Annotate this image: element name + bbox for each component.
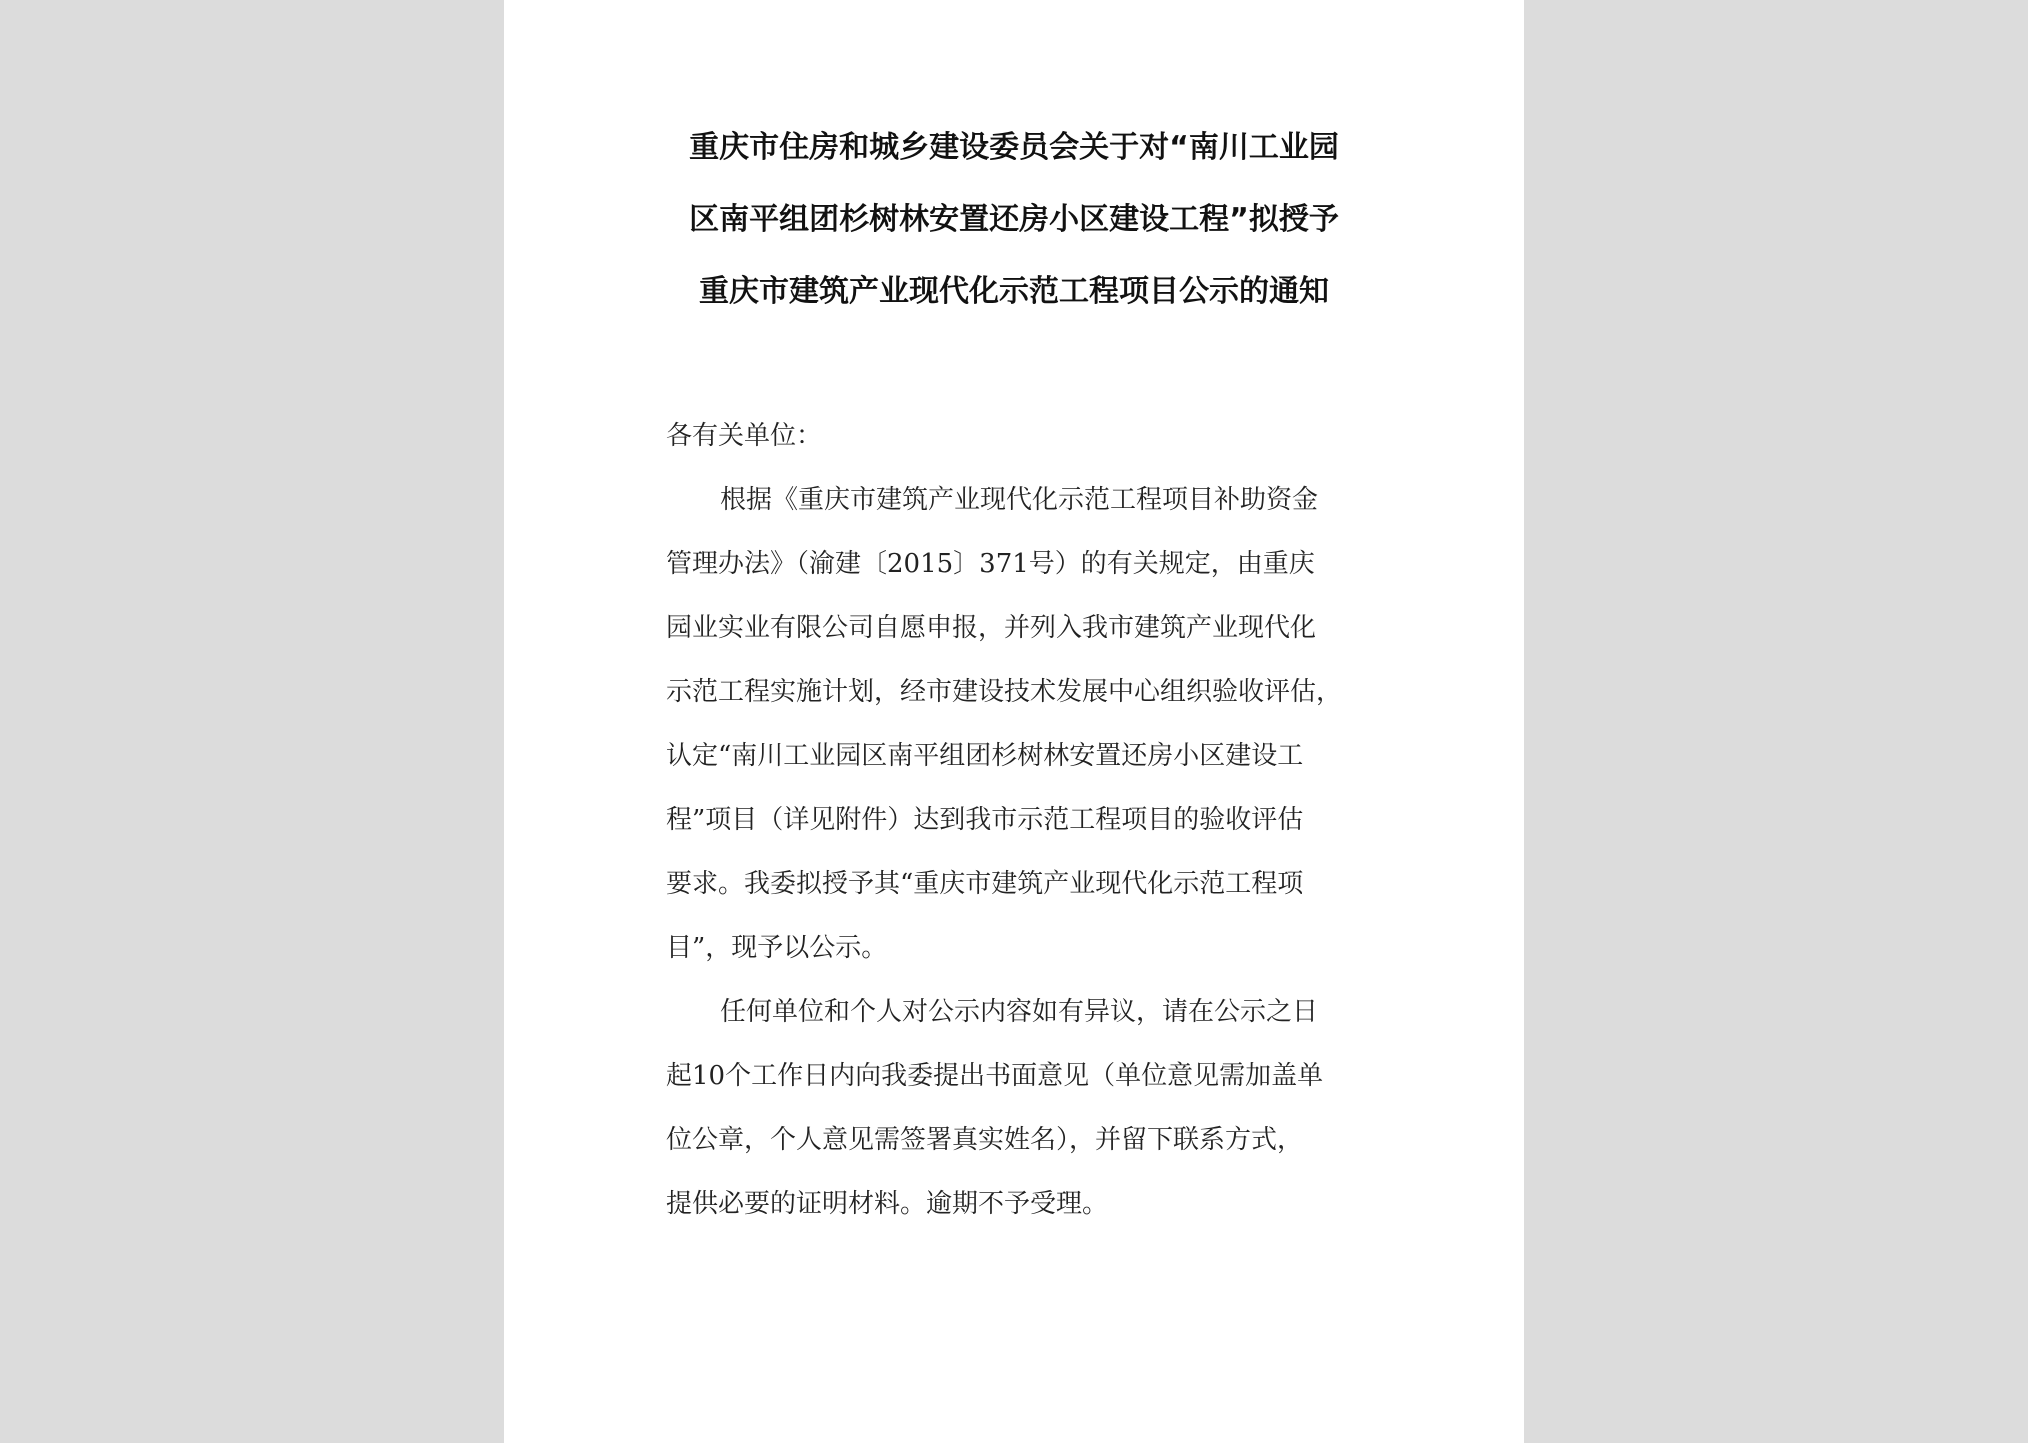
title-line: 重庆市住房和城乡建设委员会关于对“南川工业园: [689, 130, 1339, 165]
paragraph1-line: 园业实业有限公司自愿申报，并列入我市建筑产业现代化: [666, 613, 1317, 643]
paragraph1-line: 根据《重庆市建筑产业现代化示范工程项目补助资金: [720, 485, 1319, 515]
paragraph1-line: 认定“南川工业园区南平组团杉树林安置还房小区建设工: [666, 741, 1304, 771]
paragraph2-line: 起10个工作日内向我委提出书面意见（单位意见需加盖单: [666, 1061, 1324, 1091]
paragraph1-line: 目”，现予以公示。: [666, 933, 888, 963]
title-line: 重庆市建筑产业现代化示范工程项目公示的通知: [699, 274, 1329, 309]
paragraph1-line: 示范工程实施计划，经市建设技术发展中心组织验收评估，: [666, 677, 1343, 707]
paragraph2-line: 位公章，个人意见需签署真实姓名），并留下联系方式，: [666, 1125, 1304, 1155]
document-page: [504, 0, 1524, 1443]
salutation: 各有关单位：: [666, 421, 823, 451]
paragraph2-line: 提供必要的证明材料。逾期不予受理。: [666, 1189, 1109, 1219]
title-line: 区南平组团杉树林安置还房小区建设工程”拟授予: [689, 202, 1339, 237]
paragraph1-line: 要求。我委拟授予其“重庆市建筑产业现代化示范工程项: [666, 869, 1304, 899]
paragraph2-line: 任何单位和个人对公示内容如有异议，请在公示之日: [720, 997, 1319, 1027]
document-body: [666, 404, 1406, 1236]
paragraph1-line: 管理办法》（渝建〔2015〕371号）的有关规定，由重庆: [666, 549, 1315, 579]
paragraph1-line: 程”项目（详见附件）达到我市示范工程项目的验收评估: [666, 805, 1304, 835]
document-title: [504, 112, 1524, 328]
